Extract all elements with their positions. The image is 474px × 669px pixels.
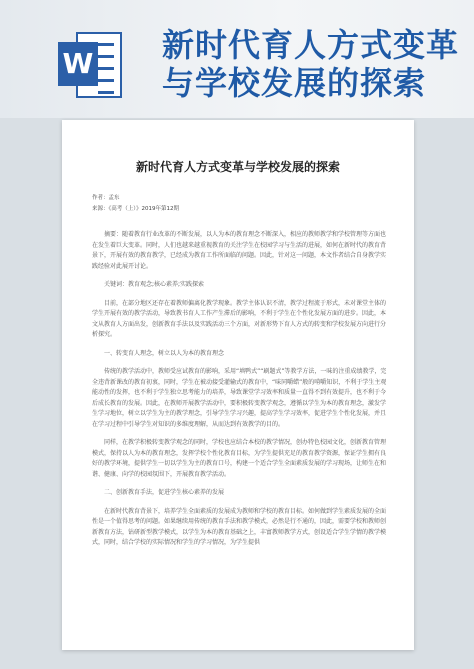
body-paragraph: 同样，在教学积极转变教学观念的同时，学校也应结合本校的教学情况，创办特色校园文化，创新教育管理模式，保持以人为本的教育理念，发挥学校个性化教育目标，为学生提供充足的教育教学资源，保证学生拥有良好的教学环境，提供学生一切以学生为主的教育口号，构建一个适合学生全面素质发展的学习现场，让师生在和谐、健康、向学的校园氛围下，开展教育教学活动。: [92, 439, 387, 478]
title-banner: [0, 0, 474, 118]
document-title: 新时代育人方式变革与学校发展的探索: [135, 160, 340, 174]
author-line: 作者：孟东: [92, 195, 120, 201]
body-paragraph: 在新时代教育背景下，培养学生全面素质的发展成为教师和学校的教育目标。如何做到学生素质发展的全面性是一个值得思考的问题。如果继续用传统的教育手法和教学模式，必然是行不通的，因此，需要学校和教师创新教育方法，钻研新型教学模式，以学生为本的教育基础之上，丰富教师教学方式，创设适合学生学情的教学模式，同时，结合学校的实际情况和学生的学习情况，为学生提供: [92, 507, 387, 546]
keywords-paragraph: 关键词：教育观念;核心素养;实践探索: [104, 281, 205, 288]
intro-paragraph: 目前，在部分地区还存在着教师偏离化教学现象。教学主体认识不清，教学过程流于形式，未对课堂主体的学生开展有效的教学活动，导致教书育人工作产生滞后的影响，不利于学生在个性化发展方面的进步。因此，本文从教育人方面出发，创新教育手法以及实践活动三个方面，对新形势下育人方式的转变和学校发展方向进行分析探究。: [92, 299, 387, 338]
document-body: [92, 230, 388, 557]
document-page: [62, 120, 414, 650]
word-document-icon: [58, 28, 126, 102]
source-line: 来源：《高考（上）》2019年第12期: [92, 206, 179, 212]
word-badge: W: [58, 42, 98, 86]
abstract-paragraph: 摘要：随着教育行业改革的不断发展，以人为本的教育理念不断深入，相应的教师教学和学校管理等方面也在发生着巨大变革。同时，人们也越来越重视教育的关注学生在校园学习与生活的进展，如何在新时代的教育背景下，开展有效的教育教学，已经成为教育工作所面临的问题。因此，针对这一问题，本文作者结合自身教学实践经验对此展开讨论。: [92, 231, 387, 270]
body-paragraph: 传统的教学活动中，教师受应试教育的影响，采用“填鸭式”“刷题式”等教学方法，一味的注重成绩教学，完全违背新课改的教育初衷，同时，学生在被动接受灌输式的教育中，“味同嚼蜡”般的啃嚼知识，不利于学生主观能动性的发挥，也不利于学生独立思考能力的培养，导致课堂学习效率和质量一直得不到有效提升，也不利于今后成长教育的发展。因此，在教师开展教学活动中，要积极转变教学观念，遵循以学生为本的教育理念，激发学生学习地位，树立以学生为主的教学理念，引导学生学习兴趣，提高学生学习效率，促进学生个性化发展，并且在学习过程中引导学生对知识的多维度理解，从而达到有效教学的目的。: [92, 368, 387, 428]
banner-title: 新时代育人方式变革与学校发展的探索: [162, 26, 460, 102]
section-heading-1: 一、转变育人理念，树立以人为本的教育理念: [104, 349, 225, 357]
section-heading-2: 二、创新教育手法，促进学生核心素养的发展: [104, 489, 225, 496]
